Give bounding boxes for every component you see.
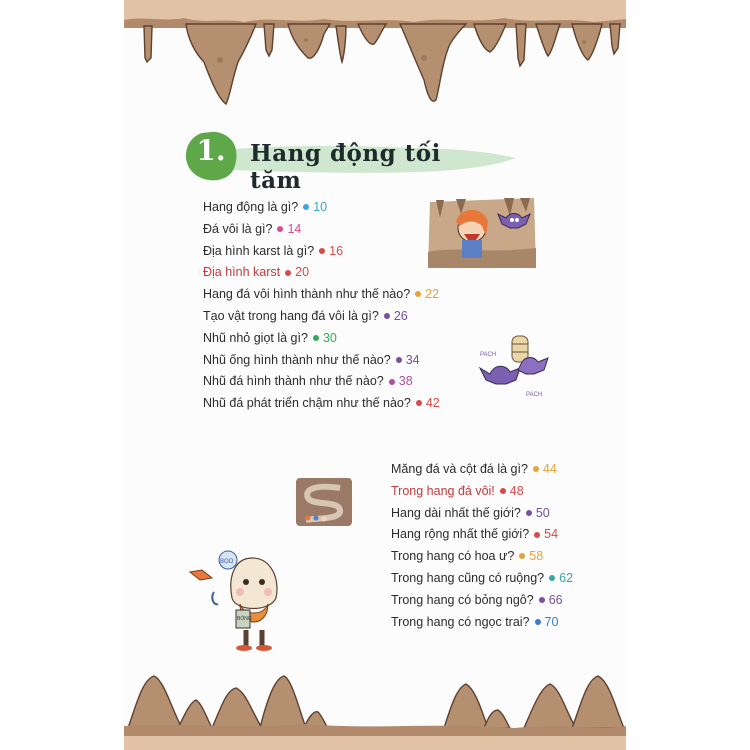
toc-entry-page: 16 xyxy=(329,243,344,258)
toc-entry xyxy=(391,546,573,568)
cave-path-illustration xyxy=(294,476,354,528)
toc-entry-page: 50 xyxy=(535,505,550,520)
bullet-dot-icon xyxy=(384,313,390,319)
toc-entry-title: Địa hình karst là gì? xyxy=(203,243,315,258)
toc-entry-title: Trong hang đá vôi! xyxy=(391,483,495,498)
toc-entry-page: 62 xyxy=(559,570,574,585)
bullet-dot-icon xyxy=(396,357,402,363)
toc-entry-page: 44 xyxy=(542,462,557,476)
toc-entry-page: 38 xyxy=(398,374,413,389)
toc-entry-page: 10 xyxy=(313,200,328,214)
girl-in-cave-illustration xyxy=(426,196,538,272)
toc-entry-page: 58 xyxy=(529,549,544,564)
toc-entry-page: 14 xyxy=(287,221,302,236)
toc-entry-page: 42 xyxy=(425,396,440,411)
toc-entry xyxy=(203,219,440,241)
bullet-dot-icon xyxy=(535,619,541,625)
bullet-dot-icon xyxy=(303,204,309,210)
toc-entry-page: 26 xyxy=(393,308,408,323)
toc-entry xyxy=(391,459,573,481)
toc-entry-title: Hang rộng nhất thế giới? xyxy=(391,527,530,542)
toc-entry-title: Hang dài nhất thế giới? xyxy=(391,505,521,520)
toc-entry-title: Tạo vật trong hang đá vôi là gì? xyxy=(203,308,379,323)
toc-entry xyxy=(391,612,573,634)
toc-list-part-2 xyxy=(391,459,573,633)
bullet-dot-icon xyxy=(500,488,506,494)
stalagmite-floor-illustration xyxy=(124,660,626,750)
bullet-dot-icon xyxy=(415,291,421,297)
toc-entry-page: 30 xyxy=(322,330,337,345)
toc-entry-title: Hang đá vôi hình thành như thế nào? xyxy=(203,287,411,302)
toc-entry xyxy=(391,503,573,525)
bullet-dot-icon xyxy=(313,335,319,341)
egg-character-illustration xyxy=(184,538,304,654)
bullet-dot-icon xyxy=(416,400,422,406)
toc-entry-title: Trong hang có ngọc trai? xyxy=(391,614,530,629)
bullet-dot-icon xyxy=(277,226,283,232)
bullet-dot-icon xyxy=(534,532,540,538)
toc-entry-page: 20 xyxy=(295,265,310,280)
svg-text:BOO: BOO xyxy=(220,559,234,565)
toc-entry-page: 70 xyxy=(544,614,559,629)
toc-entry-title: Nhũ đá hình thành như thế nào? xyxy=(203,374,384,389)
toc-entry xyxy=(391,590,573,612)
svg-text:PACH: PACH xyxy=(526,392,543,398)
svg-text:BÓNG: BÓNG xyxy=(237,616,252,622)
toc-entry xyxy=(203,197,440,219)
toc-entry xyxy=(203,241,440,263)
toc-entry-page: 34 xyxy=(405,352,420,367)
toc-entry xyxy=(203,350,440,372)
svg-text:PACH: PACH xyxy=(480,352,497,358)
toc-entry-page: 66 xyxy=(548,592,563,607)
bullet-dot-icon xyxy=(519,553,525,559)
bullet-dot-icon xyxy=(389,379,395,385)
toc-entry-title: Trong hang có bỏng ngô? xyxy=(391,592,534,607)
toc-entry-title: Măng đá và cột đá là gì? xyxy=(391,462,528,476)
toc-entry xyxy=(203,262,440,284)
book-page xyxy=(124,0,626,750)
bats-illustration xyxy=(476,332,556,400)
toc-entry-title: Hang động là gì? xyxy=(203,200,299,214)
chapter-heading xyxy=(180,124,500,194)
toc-list-part-1 xyxy=(203,197,440,415)
bullet-dot-icon xyxy=(533,466,539,472)
toc-entry-page: 54 xyxy=(544,527,559,542)
bullet-dot-icon xyxy=(526,510,532,516)
chapter-number: 1. xyxy=(196,134,226,167)
toc-entry-title: Nhũ ống hình thành như thế nào? xyxy=(203,352,391,367)
toc-entry xyxy=(203,328,440,350)
toc-entry xyxy=(203,306,440,328)
toc-entry-title: Đá vôi là gì? xyxy=(203,221,273,236)
toc-entry-title: Trong hang có hoa ư? xyxy=(391,549,515,564)
toc-entry xyxy=(391,481,573,503)
bullet-dot-icon xyxy=(319,248,325,254)
toc-entry xyxy=(203,371,440,393)
toc-entry xyxy=(391,524,573,546)
toc-entry-page: 22 xyxy=(425,287,440,302)
toc-entry-page: 48 xyxy=(509,483,524,498)
chapter-title: Hang động tối tăm xyxy=(250,140,441,194)
toc-entry-title: Nhũ nhỏ giọt là gì? xyxy=(203,330,308,345)
toc-entry xyxy=(391,568,573,590)
bullet-dot-icon xyxy=(285,270,291,276)
toc-entry xyxy=(203,284,440,306)
toc-entry-title: Nhũ đá phát triển chậm như thế nào? xyxy=(203,396,411,411)
bullet-dot-icon xyxy=(549,575,555,581)
bullet-dot-icon xyxy=(539,597,545,603)
toc-entry-title: Địa hình karst xyxy=(203,265,281,280)
toc-entry-title: Trong hang cũng có ruộng? xyxy=(391,570,545,585)
toc-entry xyxy=(203,393,440,415)
stalactite-ceiling-illustration xyxy=(124,0,626,110)
